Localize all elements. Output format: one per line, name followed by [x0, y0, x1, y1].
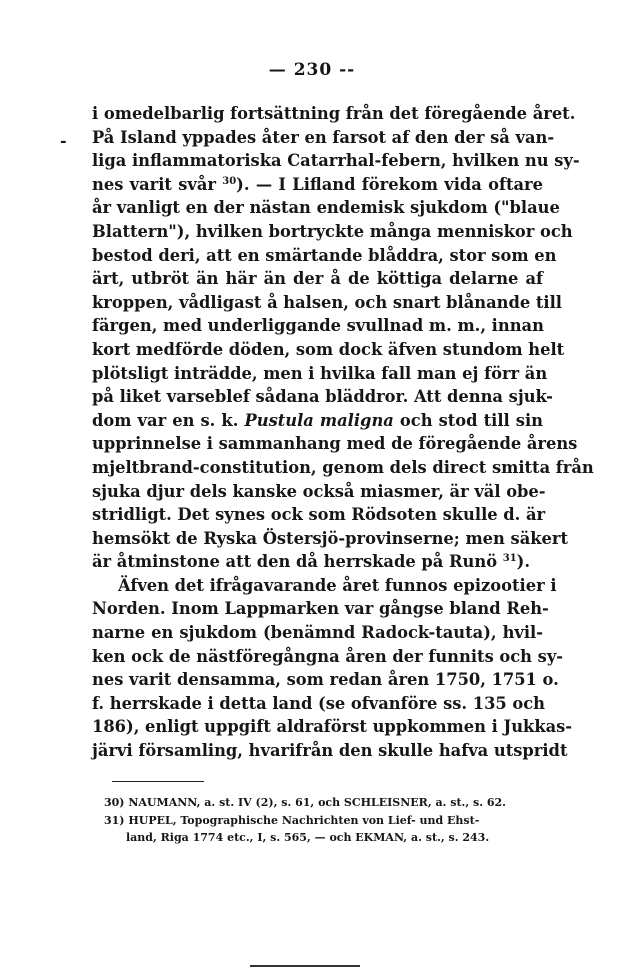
text-line: ärt, utbröt än här än der å de köttiga delarne af: [92, 269, 543, 289]
text-line: sjuka djur dels kanske också miasmer, är väl obe-: [92, 481, 546, 501]
text-line: år vanligt en der nästan endemisk sjukdom ("blaue: [92, 198, 560, 218]
text-segment: dom var en s. k.: [92, 410, 239, 430]
page-number: — 230 --: [268, 60, 356, 80]
text-line: Blattern"), hvilken bortryckte många menniskor och: [92, 221, 573, 241]
text-segment: är åtminstone att den då herrskade på Runö: [92, 552, 498, 572]
text-segment: — I Lifland förekom vida oftare: [255, 174, 543, 194]
text-line: kroppen, vådligast å halsen, och snart blånande till: [92, 292, 562, 312]
bottom-rule: [250, 965, 360, 967]
footnote: 30) NAUMANN, a. st. IV (2), s. 61, och SCHLEISNER, a. st., s. 62.: [104, 796, 507, 809]
text-line: järvi församling, hvarifrån den skulle hafva utspridt: [92, 741, 568, 761]
text-line: [92, 409, 543, 433]
text-line: nes varit svår $^{30}$). — I Lifland förekom vida oftare: [92, 174, 543, 194]
italic-term: Pustula maligna: [244, 410, 394, 430]
footnotes: [104, 794, 544, 847]
text-line: bestod deri, att en smärtande blåddra, stor som en: [92, 245, 557, 265]
text-line: stridligt. Det synes ock som Rödsoten skulle d. är: [92, 505, 546, 525]
text-line: [92, 550, 543, 574]
margin-dash-mark: -: [60, 131, 67, 150]
text-line: Norden. Inom Lappmarken var gångse bland Reh-: [92, 599, 549, 619]
text-line: f. herrskade i detta land (se ofvanföre ss. 135 och: [92, 693, 546, 713]
text-line: liga inflammatoriska Catarrhal-febern, hvilken nu sy-: [92, 151, 580, 171]
text-line: nes varit densamma, som redan åren 1750, 1751 o.: [92, 670, 559, 690]
text-line: Äfven det ifrågavarande året funnos epizootier i: [118, 575, 557, 595]
footnote-ref: 31: [502, 553, 517, 565]
text-line: På Island yppades åter en farsot af den der så van-: [92, 127, 555, 147]
footnote-divider: [112, 781, 204, 782]
text-segment: och stod till sin: [399, 410, 543, 430]
text-line: upprinnelse i sammanhang med de föregående årens: [92, 434, 578, 454]
footnote-continuation: land, Riga 1774 etc., I, s. 565, — och EKMAN, a. st., s. 243.: [126, 831, 490, 844]
text-line: färgen, med underliggande svullnad m. m., innan: [92, 316, 544, 336]
text-segment: ).: [516, 552, 531, 572]
text-line: kort medförde döden, som dock äfven stundom helt: [92, 339, 565, 359]
footnote-ref: 30: [222, 175, 237, 187]
text-line: mjeltbrand-constitution, genom dels direct smitta från: [92, 457, 594, 477]
footnote: 31) HUPEL, Topographische Nachrichten von Lief- und Ehst-: [104, 813, 480, 827]
body-text: [92, 102, 594, 763]
text-line: 186), enligt uppgift aldraförst uppkommen i Jukkas-: [92, 717, 573, 737]
text-line: ken ock de nästföregångna åren der funnits och sy-: [92, 646, 564, 666]
text-line: plötsligt inträdde, men i hvilka fall man ej förr än: [92, 363, 548, 383]
text-line: hemsökt de Ryska Östersjö-provinserne; men säkert: [92, 528, 569, 548]
text-line: på liket varseblef sådana bläddror. Att denna sjuk-: [92, 387, 553, 407]
text-line: i omedelbarlig fortsättning från det föregående året.: [92, 104, 576, 123]
text-segment: nes varit svår: [92, 174, 216, 194]
text-line: narne en sjukdom (benämnd Radock-tauta), hvil-: [92, 623, 543, 643]
